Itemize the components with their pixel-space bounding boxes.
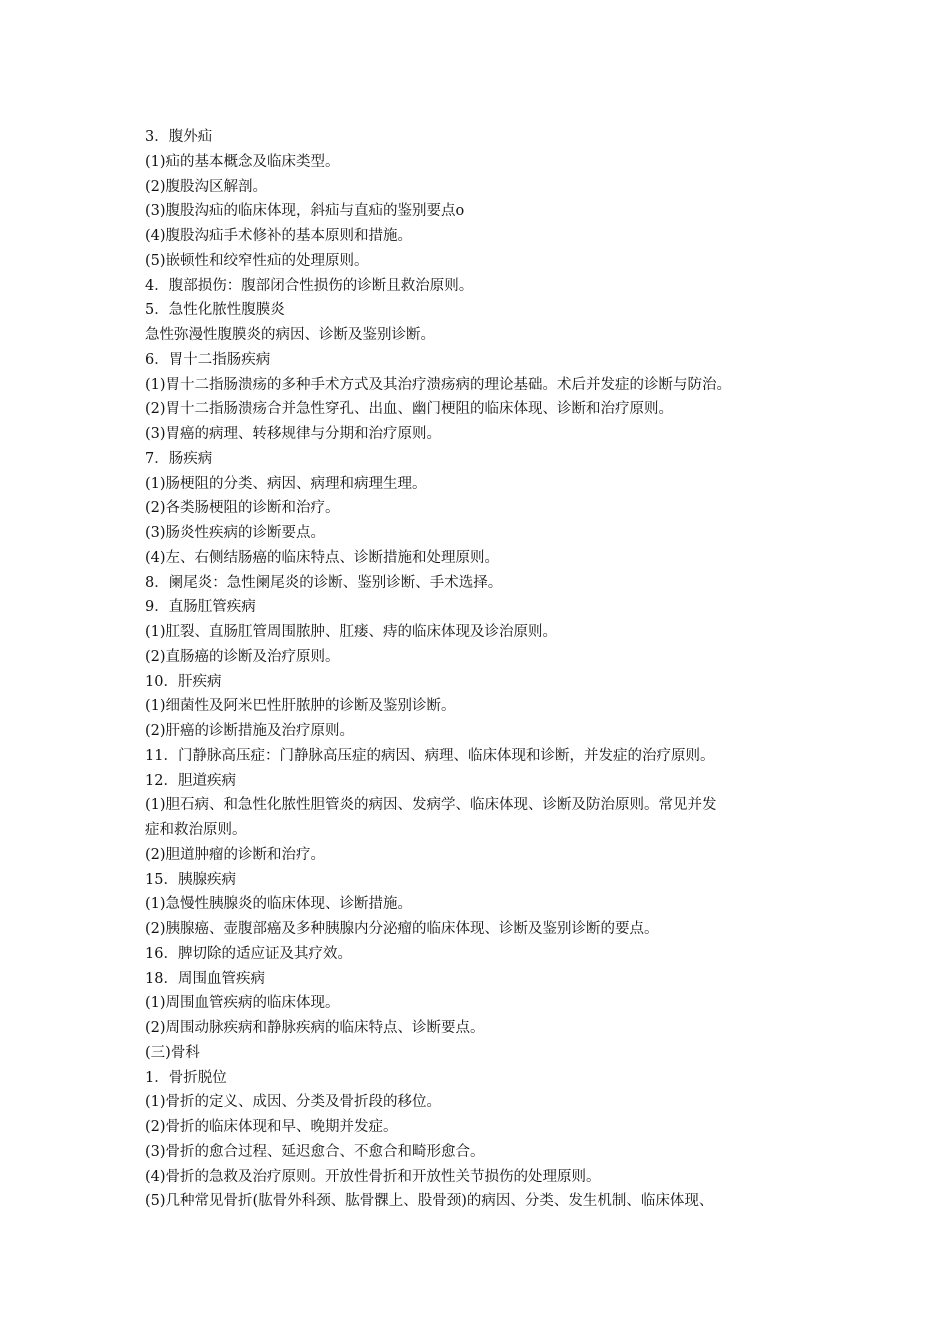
section-heading: 1．骨折脱位	[145, 1069, 227, 1086]
list-item: (1)肛裂、直肠肛管周围脓肿、肛瘘、痔的临床体现及诊治原则。	[145, 624, 558, 640]
section-heading: 18．周围血管疾病	[145, 970, 265, 987]
section-heading: 16．脾切除的适应证及其疗效。	[145, 945, 352, 962]
list-item: (4)左、右侧结肠癌的临床特点、诊断措施和处理原则。	[145, 549, 500, 566]
list-item: (1)胃十二指肠溃疡的多种手术方式及其治疗溃疡病的理论基础。术后并发症的诊断与防治。	[145, 376, 732, 393]
list-item: (2)肝癌的诊断措施及治疗原则。	[145, 723, 355, 739]
list-item: (3)腹股沟疝的临床体现，斜疝与直疝的鉴别要点o	[145, 203, 465, 220]
section-heading: 10．肝疾病	[145, 673, 222, 690]
list-item: (4)骨折的急救及治疗原则。开放性骨折和开放性关节损伤的处理原则。	[145, 1168, 601, 1185]
list-item: (2)周围动脉疾病和静脉疾病的临床特点、诊断要点。	[145, 1020, 485, 1036]
document-body	[145, 125, 835, 1214]
section-heading: 8．阑尾炎：急性阑尾炎的诊断、鉴别诊断、手术选择。	[145, 574, 503, 591]
section-heading: 6．胃十二指肠疾病	[145, 351, 271, 368]
list-item: (2)胆道肿瘤的诊断和治疗。	[145, 846, 326, 863]
list-item: (2)直肠癌的诊断及治疗原则。	[145, 648, 340, 665]
section-heading: 9．直肠肛管疾病	[145, 599, 256, 616]
list-item: (2)胃十二指肠溃疡合并急性穿孔、出血、幽门梗阻的临床体现、诊断和治疗原则。	[145, 401, 674, 418]
section-heading: 5．急性化脓性腹膜炎	[145, 302, 285, 319]
list-item: (2)各类肠梗阻的诊断和治疗。	[145, 500, 340, 517]
list-item: (2)骨折的临床体现和早、晚期并发症。	[145, 1119, 398, 1135]
list-item: (3)肠炎性疾病的诊断要点。	[145, 525, 326, 541]
list-item: (4)腹股沟疝手术修补的基本原则和措施。	[145, 228, 413, 244]
list-item: (1)胆石病、和急性化脓性胆管炎的病因、发病学、临床体现、诊断及防治原则。常见并发	[145, 797, 717, 814]
section-heading: 11．门静脉高压症：门静脉高压症的病因、病理、临床体现和诊断，并发症的治疗原则。	[145, 747, 715, 764]
list-item: (2)胰腺癌、壶腹部癌及多种胰腺内分泌瘤的临床体现、诊断及鉴别诊断的要点。	[145, 921, 659, 937]
list-item: (5)几种常见骨折(肱骨外科颈、肱骨髁上、股骨颈)的病因、分类、发生机制、临床体现、	[145, 1193, 714, 1210]
list-item: (1)疝的基本概念及临床类型。	[145, 153, 340, 170]
section-heading: 4．腹部损伤：腹部闭合性损伤的诊断且救治原则。	[145, 277, 474, 294]
section-heading: 15．胰腺疾病	[145, 871, 236, 888]
section-heading: 7．肠疾病	[145, 450, 213, 467]
chapter-heading: (三)骨科	[145, 1044, 200, 1061]
paragraph-text: 急性弥漫性腹膜炎的病因、诊断及鉴别诊断。	[145, 327, 435, 343]
list-item: (2)腹股沟区解剖。	[145, 178, 268, 195]
list-item: (1)周围血管疾病的临床体现。	[145, 995, 340, 1012]
section-heading: 12．胆道疾病	[145, 772, 236, 789]
list-item: (5)嵌顿性和绞窄性疝的处理原则。	[145, 252, 369, 269]
list-item: (1)急慢性胰腺炎的临床体现、诊断措施。	[145, 896, 413, 913]
list-item: (1)肠梗阻的分类、病因、病理和病理生理。	[145, 475, 427, 492]
list-item: (1)骨折的定义、成因、分类及骨折段的移位。	[145, 1094, 442, 1111]
list-item-continuation: 症和救治原则。	[145, 822, 247, 838]
section-heading: 3．腹外疝	[145, 129, 213, 145]
list-item: (3)胃癌的病理、转移规律与分期和治疗原则。	[145, 426, 442, 442]
list-item: (1)细菌性及阿米巴性肝脓肿的诊断及鉴别诊断。	[145, 698, 456, 715]
list-item: (3)骨折的愈合过程、延迟愈合、不愈合和畸形愈合。	[145, 1143, 485, 1160]
